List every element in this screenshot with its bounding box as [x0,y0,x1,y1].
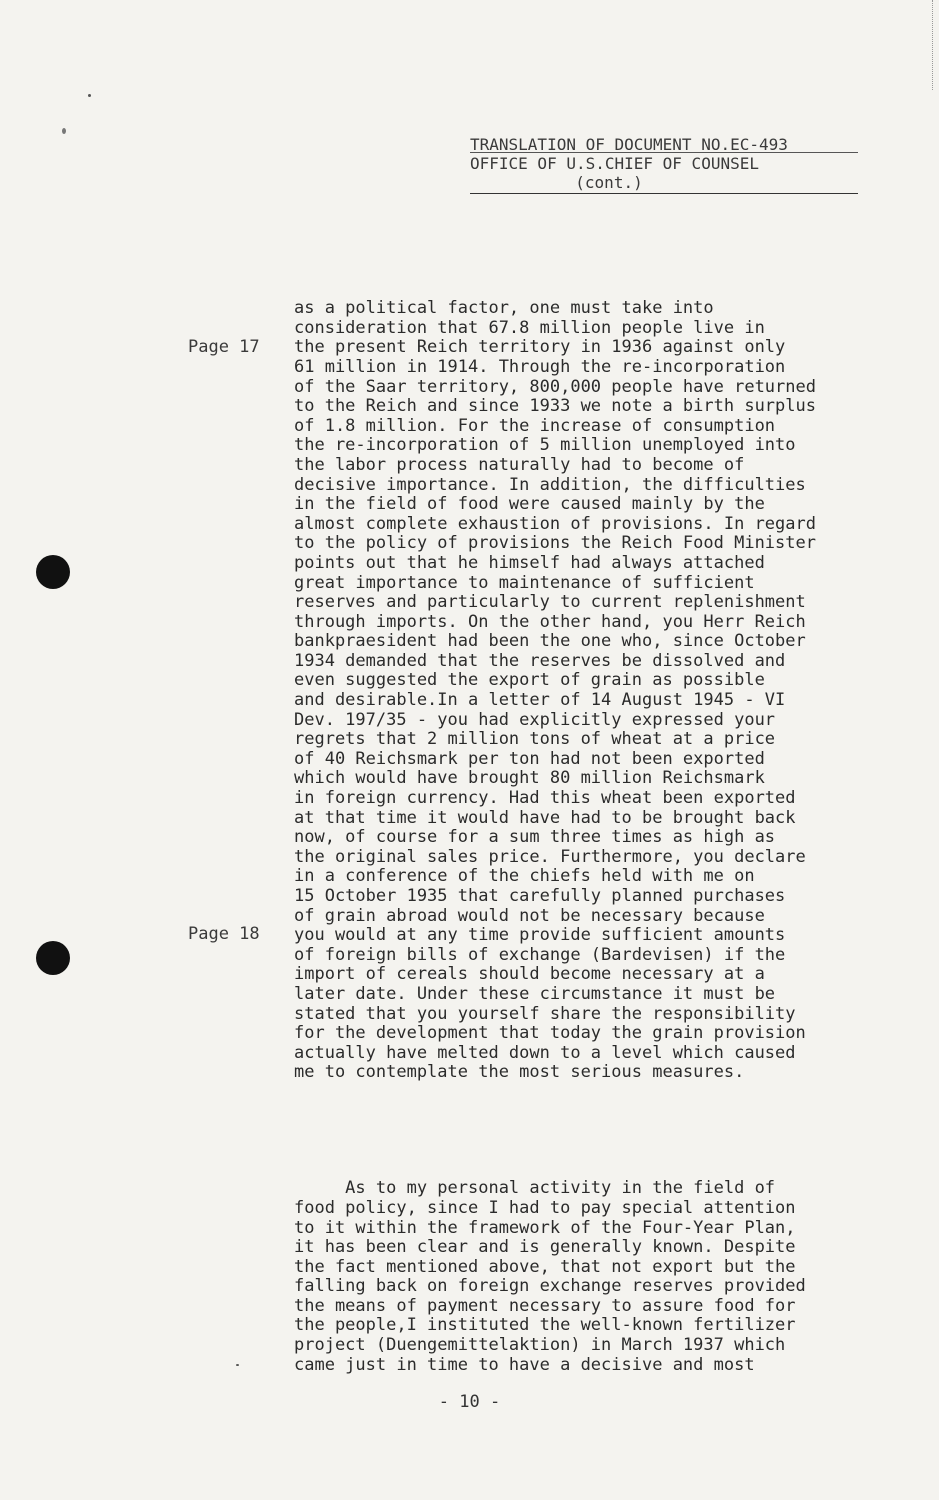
text-line: the fact mentioned above, that not export but the [294,1256,796,1277]
paragraph-1 [294,299,894,1083]
header-underline [470,152,858,153]
body-text [294,260,894,1414]
text-line: the people,I instituted the well-known fertilizer [294,1315,796,1336]
text-line: decisive importance. In addition, the difficulties [294,474,806,495]
margin-note-page-17: Page 17 [188,337,260,357]
text-line: import of cereals should become necessary at a [294,964,765,985]
text-line: Dev. 197/35 - you had explicitly expressed your [294,709,776,730]
text-line: points out that he himself had always attached [294,552,765,573]
text-line: project (Duengemittelaktion) in March 1937 which [294,1335,786,1356]
paragraph-2 [294,1179,894,1375]
header-line-1: TRANSLATION OF DOCUMENT NO.EC-493 [470,135,788,154]
text-line: and desirable.In a letter of 14 August 1945 - VI [294,690,786,711]
text-line: consideration that 67.8 million people live in [294,317,765,338]
text-line: to the policy of provisions the Reich Food Minister [294,533,816,554]
text-line: the means of payment necessary to assure food for [294,1295,796,1316]
text-line: bankpraesident had been the one who, since October [294,631,806,652]
text-line: to it within the framework of the Four-Year Plan, [294,1217,796,1238]
header-line-2: OFFICE OF U.S.CHIEF OF COUNSEL [470,154,759,173]
text-line: in foreign currency. Had this wheat been exported [294,788,796,809]
text-line: great importance to maintenance of sufficient [294,572,755,593]
text-line: to the Reich and since 1933 we note a birth surplus [294,396,816,417]
ink-speck [88,94,91,97]
text-line: of the Saar territory, 800,000 people have returned [294,376,816,397]
text-line: As to my personal activity in the field of [294,1178,776,1199]
punch-hole [36,941,70,975]
margin-note-page-18: Page 18 [188,924,260,944]
text-line: of 1.8 million. For the increase of consumption [294,415,776,436]
text-line: actually have melted down to a level which caused [294,1042,796,1063]
text-line: reserves and particularly to current replenishment [294,592,806,613]
document-header [470,135,858,192]
text-line: me to contemplate the most serious measures. [294,1062,745,1083]
punch-hole [36,555,70,589]
text-line: 1934 demanded that the reserves be dissolved and [294,650,786,671]
text-line: food policy, since I had to pay special attention [294,1197,796,1218]
text-line: it has been clear and is generally known. Despite [294,1237,796,1258]
text-line: you would at any time provide sufficient amounts [294,925,786,946]
header-line-3: (cont.) [575,173,643,192]
text-line: almost complete exhaustion of provisions. In regard [294,513,816,534]
header-rule [470,193,858,194]
text-line: in a conference of the chiefs held with me on [294,866,755,887]
text-line: the labor process naturally had to become of [294,454,745,475]
text-line: the present Reich territory in 1936 against only [294,337,786,358]
text-line: came just in time to have a decisive and most [294,1354,755,1375]
text-line: which would have brought 80 million Reichsmark [294,768,765,789]
text-line: of 40 Reichsmark per ton had not been exported [294,748,765,769]
text-line: of grain abroad would not be necessary because [294,905,765,926]
text-line: stated that you yourself share the responsibility [294,1003,796,1024]
text-line: later date. Under these circumstance it must be [294,983,776,1004]
text-line: of foreign bills of exchange (Bardevisen) if the [294,944,786,965]
text-line: in the field of food were caused mainly by the [294,494,765,515]
text-line: falling back on foreign exchange reserves provided [294,1276,806,1297]
text-line: regrets that 2 million tons of wheat at a price [294,729,776,750]
text-line: the re-incorporation of 5 million unemployed into [294,435,796,456]
text-line: 61 million in 1914. Through the re-incorporation [294,356,786,377]
text-line: now, of course for a sum three times as high as [294,827,776,848]
text-line: for the development that today the grain provision [294,1023,806,1044]
text-line: as a political factor, one must take into [294,298,714,319]
text-line: even suggested the export of grain as possible [294,670,765,691]
text-line: through imports. On the other hand, you Herr Reich [294,611,806,632]
ink-speck [62,128,66,134]
text-line: 15 October 1935 that carefully planned purchases [294,886,786,906]
text-line: the original sales price. Furthermore, you declare [294,846,806,867]
paper-edge-mark [930,0,933,90]
text-line: at that time it would have had to be brought back [294,807,796,828]
page-number: - 10 - [438,1392,501,1412]
ink-speck [236,1364,239,1366]
